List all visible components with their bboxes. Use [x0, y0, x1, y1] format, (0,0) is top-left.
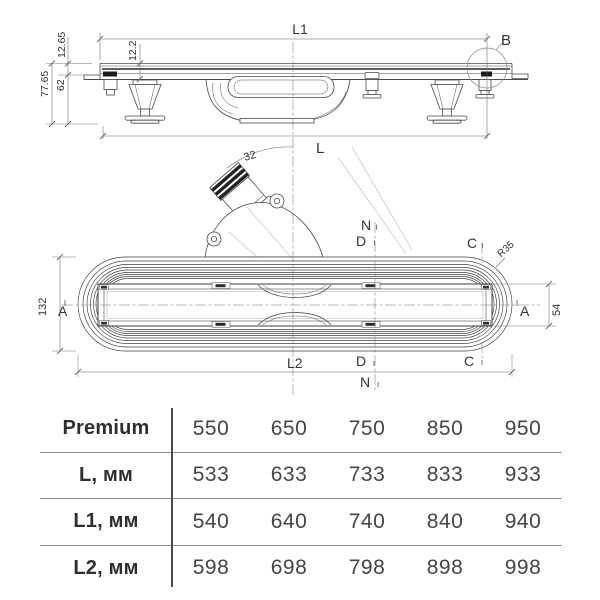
- adjustable-foot-right: [427, 80, 467, 123]
- dim-132-label: 132: [37, 297, 49, 316]
- section-d-top-label: D: [356, 233, 367, 249]
- table-row-l2: [40, 546, 562, 592]
- table-cell: 750: [348, 416, 386, 440]
- right-end-cap: [481, 72, 492, 77]
- table-cell: 698: [270, 556, 308, 580]
- table-row-l1: [40, 499, 562, 546]
- table-cell: 798: [348, 556, 386, 580]
- table-cell: 640: [270, 509, 308, 533]
- table-cell: 733: [348, 463, 386, 487]
- mounting-tab-left: [207, 232, 221, 246]
- dim-l-label: L: [316, 140, 325, 157]
- table-cell: 898: [426, 556, 464, 580]
- adjustable-foot-left: [125, 80, 165, 123]
- dim-12-65-label: 12.65: [56, 31, 68, 58]
- section-c-bottom-label: C: [464, 353, 475, 369]
- table-cell: 850: [426, 416, 464, 440]
- section-c-top-label: C: [467, 235, 478, 251]
- dim-62-label: 62: [55, 79, 67, 91]
- table-cell: 633: [270, 463, 308, 487]
- trap-side: [206, 77, 350, 124]
- section-n-top-label: N: [361, 217, 372, 233]
- table-cell: 550: [192, 416, 230, 440]
- dim-12-2-label: 12.2: [127, 40, 139, 61]
- section-d-bottom-label: D: [356, 353, 367, 369]
- plan-view: [78, 257, 512, 351]
- table-row-l: [40, 453, 562, 500]
- size-table: [40, 406, 562, 591]
- trap-top-projection: [205, 140, 412, 257]
- section-a-right-label: A: [520, 303, 530, 319]
- row-label: L, мм: [79, 463, 133, 486]
- table-row-premium: [40, 406, 562, 453]
- dim-77-65-label: 77.65: [39, 70, 51, 97]
- table-cell: 533: [192, 463, 230, 487]
- row-label: Premium: [62, 417, 150, 440]
- table-cell: 840: [426, 509, 464, 533]
- mounting-tab-right: [270, 194, 284, 208]
- row-label: L1, мм: [73, 510, 139, 533]
- row-label: L2, мм: [73, 556, 139, 579]
- section-a-left-label: A: [58, 303, 68, 319]
- support-leg-mid: [363, 73, 381, 99]
- table-cell: 950: [504, 416, 542, 440]
- table-cell: 650: [270, 416, 308, 440]
- dim-54-label: 54: [551, 303, 563, 316]
- support-leg-right: [476, 80, 494, 99]
- table-cell: 933: [504, 463, 542, 487]
- angle-32-label: 32: [242, 148, 258, 164]
- trap-dome: [205, 194, 323, 257]
- table-cell: 540: [192, 509, 230, 533]
- dim-l1-label: L1: [292, 21, 308, 37]
- table-cell: 833: [426, 463, 464, 487]
- table-cell: 598: [192, 556, 230, 580]
- detail-b-label: B: [501, 32, 512, 49]
- table-cell: 998: [504, 556, 542, 580]
- support-clip-left: [104, 80, 117, 96]
- section-n-bottom-label: N: [360, 374, 371, 390]
- left-end-cap: [103, 72, 117, 77]
- side-view: [84, 64, 528, 124]
- table-cell: 940: [504, 509, 542, 533]
- table-cell: 740: [348, 509, 386, 533]
- table-divider: [171, 408, 173, 587]
- dim-l2-label: L2: [287, 355, 303, 371]
- radius-r35-label: R35: [495, 239, 517, 260]
